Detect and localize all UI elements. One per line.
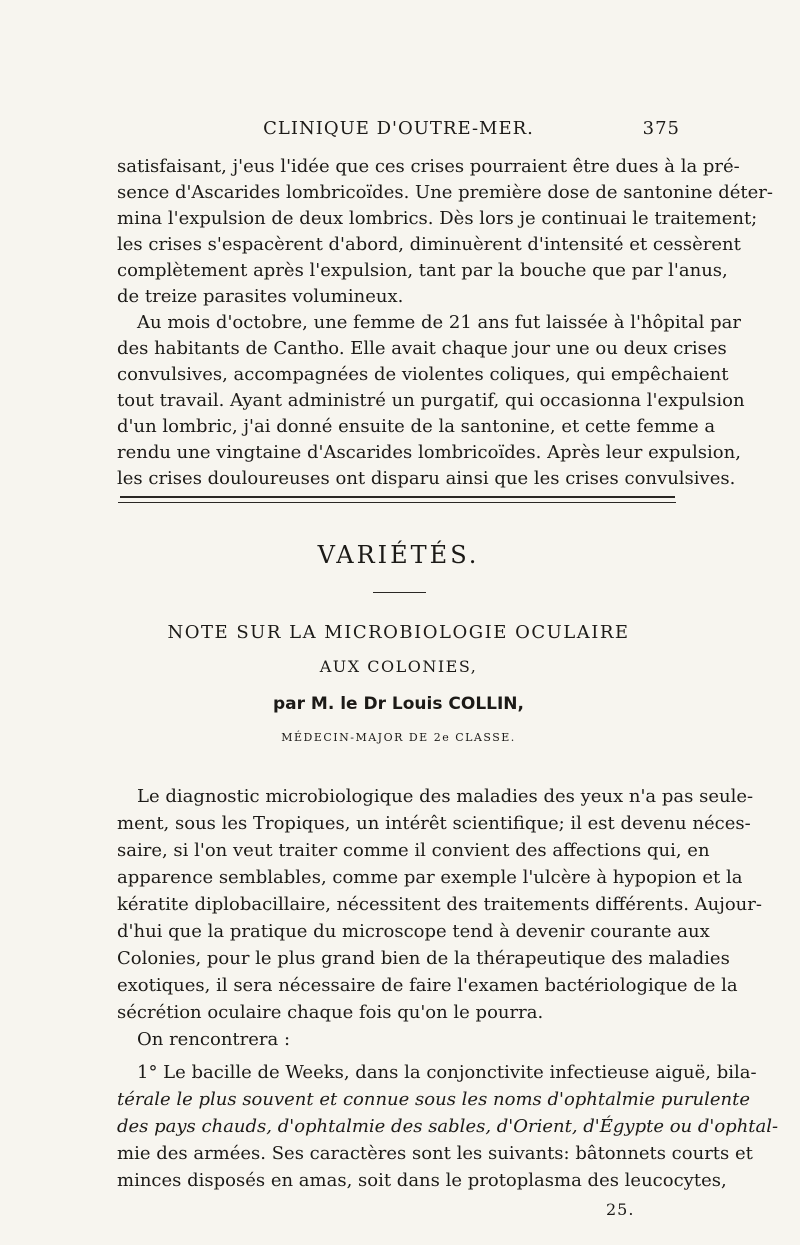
body-line: térale le plus souvent et connue sous les noms d'ophtalmie purulente	[117, 1089, 751, 1110]
body-line: sécrétion oculaire chaque fois qu'on le pourra.	[117, 1002, 544, 1023]
section-divider-thin	[118, 502, 676, 503]
author-rank: MÉDECIN-MAJOR DE 2e CLASSE.	[281, 731, 516, 744]
body-line: exotiques, il sera nécessaire de faire l'examen bactériologique de la	[117, 975, 738, 996]
body-line: saire, si l'on veut traiter comme il convient des affections qui, en	[117, 840, 710, 861]
section-divider-thick	[120, 496, 675, 498]
body-line: apparence semblables, comme par exemple l'ulcère à hypopion et la	[117, 867, 743, 888]
body-line: des pays chauds, d'ophtalmie des sables, d'Orient, d'Égypte ou d'ophtal-	[117, 1116, 779, 1137]
article-author: par M. le Dr Louis COLLIN,	[272, 694, 524, 714]
running-header	[117, 118, 680, 144]
body-line: 1° Le bacille de Weeks, dans la conjonctivite infectieuse aiguë, bila-	[137, 1062, 757, 1083]
page-number: 375	[642, 118, 680, 139]
section-heading: VARIÉTÉS.	[317, 541, 480, 569]
body-line: Le diagnostic microbiologique des maladies des yeux n'a pas seule-	[137, 786, 754, 807]
top-paragraph-line: complètement après l'expulsion, tant par la bouche que par l'anus,	[117, 260, 728, 281]
top-paragraph-line: mina l'expulsion de deux lombrics. Dès lors je continuai le traitement;	[117, 208, 758, 229]
body-line: d'hui que la pratique du microscope tend à devenir courante aux	[117, 921, 710, 942]
top-paragraph-line: les crises douloureuses ont disparu ainsi que les crises convulsives.	[117, 468, 736, 489]
top-paragraph-line: convulsives, accompagnées de violentes coliques, qui empêchaient	[117, 364, 729, 385]
body-line: ment, sous les Tropiques, un intérêt scientifique; il est devenu néces-	[117, 813, 751, 834]
top-paragraph-line: d'un lombric, j'ai donné ensuite de la santonine, et cette femme a	[117, 416, 716, 437]
heading-underline	[373, 592, 426, 593]
body-line: mie des armées. Ses caractères sont les suivants: bâtonnets courts et	[117, 1143, 753, 1164]
top-paragraph-line: sence d'Ascarides lombricoïdes. Une première dose de santonine déter-	[117, 182, 773, 203]
running-title: CLINIQUE D'OUTRE-MER.	[263, 118, 534, 139]
signature-mark: 25.	[606, 1200, 635, 1219]
body-line: minces disposés en amas, soit dans le protoplasma des leucocytes,	[117, 1170, 727, 1191]
top-paragraph-line: de treize parasites volumineux.	[117, 286, 404, 307]
article-title-line1: NOTE SUR LA MICROBIOLOGIE OCULAIRE	[167, 622, 630, 643]
top-paragraph-line: des habitants de Cantho. Elle avait chaque jour une ou deux crises	[117, 338, 727, 359]
top-paragraph-line: les crises s'espacèrent d'abord, diminuèrent d'intensité et cessèrent	[117, 234, 741, 255]
top-paragraph-line: rendu une vingtaine d'Ascarides lombricoïdes. Après leur expulsion,	[117, 442, 741, 463]
body-line: Colonies, pour le plus grand bien de la thérapeutique des maladies	[117, 948, 730, 969]
body-line: On rencontrera :	[137, 1029, 291, 1050]
top-paragraph-line: satisfaisant, j'eus l'idée que ces crises pourraient être dues à la pré-	[117, 156, 740, 177]
top-paragraph-line: Au mois d'octobre, une femme de 21 ans fut laissée à l'hôpital par	[137, 312, 741, 333]
article-title-line2: AUX COLONIES,	[319, 657, 478, 676]
top-paragraph-line: tout travail. Ayant administré un purgatif, qui occasionna l'expulsion	[117, 390, 745, 411]
body-line: kératite diplobacillaire, nécessitent des traitements différents. Aujour-	[117, 894, 762, 915]
